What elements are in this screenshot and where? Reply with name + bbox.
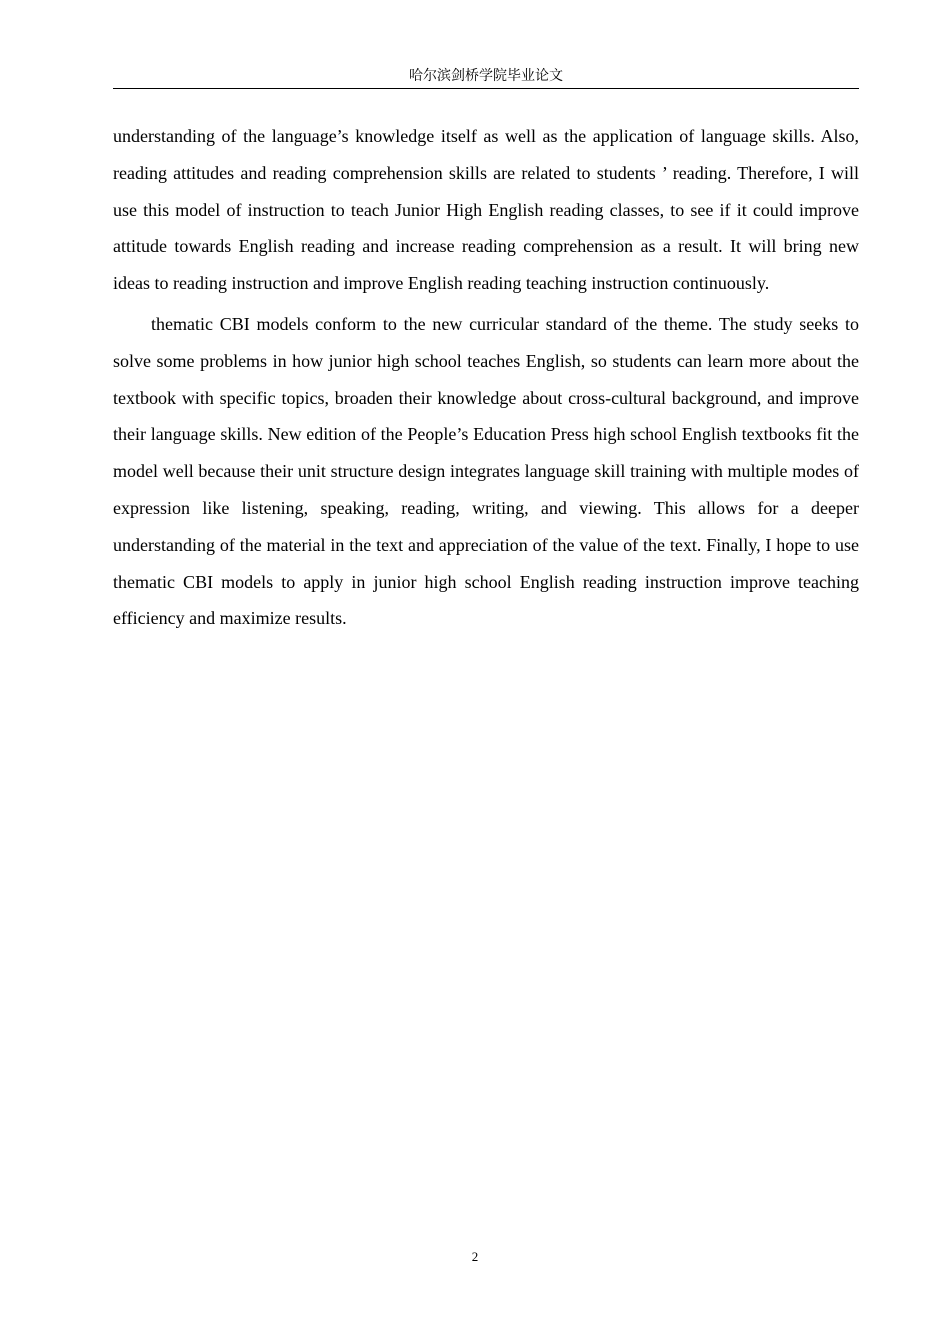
body-paragraph: understanding of the language’s knowledge itself as well as the application of language skills. Also, reading attitudes and reading comprehension skills are related to students ’ reading. Therefore, I will use this model of instruction to teach Junior High English reading classes, to see if it could improve attitude towards English reading and increase reading comprehension as a result. It will bring new ideas to reading instruction and improve English reading teaching instruction continuously. xyxy=(113,126,859,294)
page-header xyxy=(113,66,859,89)
body-paragraph: thematic CBI models conform to the new curricular standard of the theme. The study seeks to solve some problems in how junior high school teaches English, so students can learn more about the textbook with specific topics, broaden their knowledge about cross-cultural background, and improve their language skills. New edition of the People’s Education Press high school English textbooks fit the model well because their unit structure design integrates language skill training with multiple modes of expression like listening, speaking, reading, writing, and viewing. This allows for a deeper understanding of the material in the text and appreciation of the value of the text. Finally, I hope to use thematic CBI models to apply in junior high school English reading instruction improve teaching efficiency and maximize results. xyxy=(113,313,859,629)
page-number: 2 xyxy=(471,1249,479,1264)
header-title: 哈尔滨剑桥学院毕业论文 xyxy=(409,68,563,84)
document-body xyxy=(113,118,859,637)
